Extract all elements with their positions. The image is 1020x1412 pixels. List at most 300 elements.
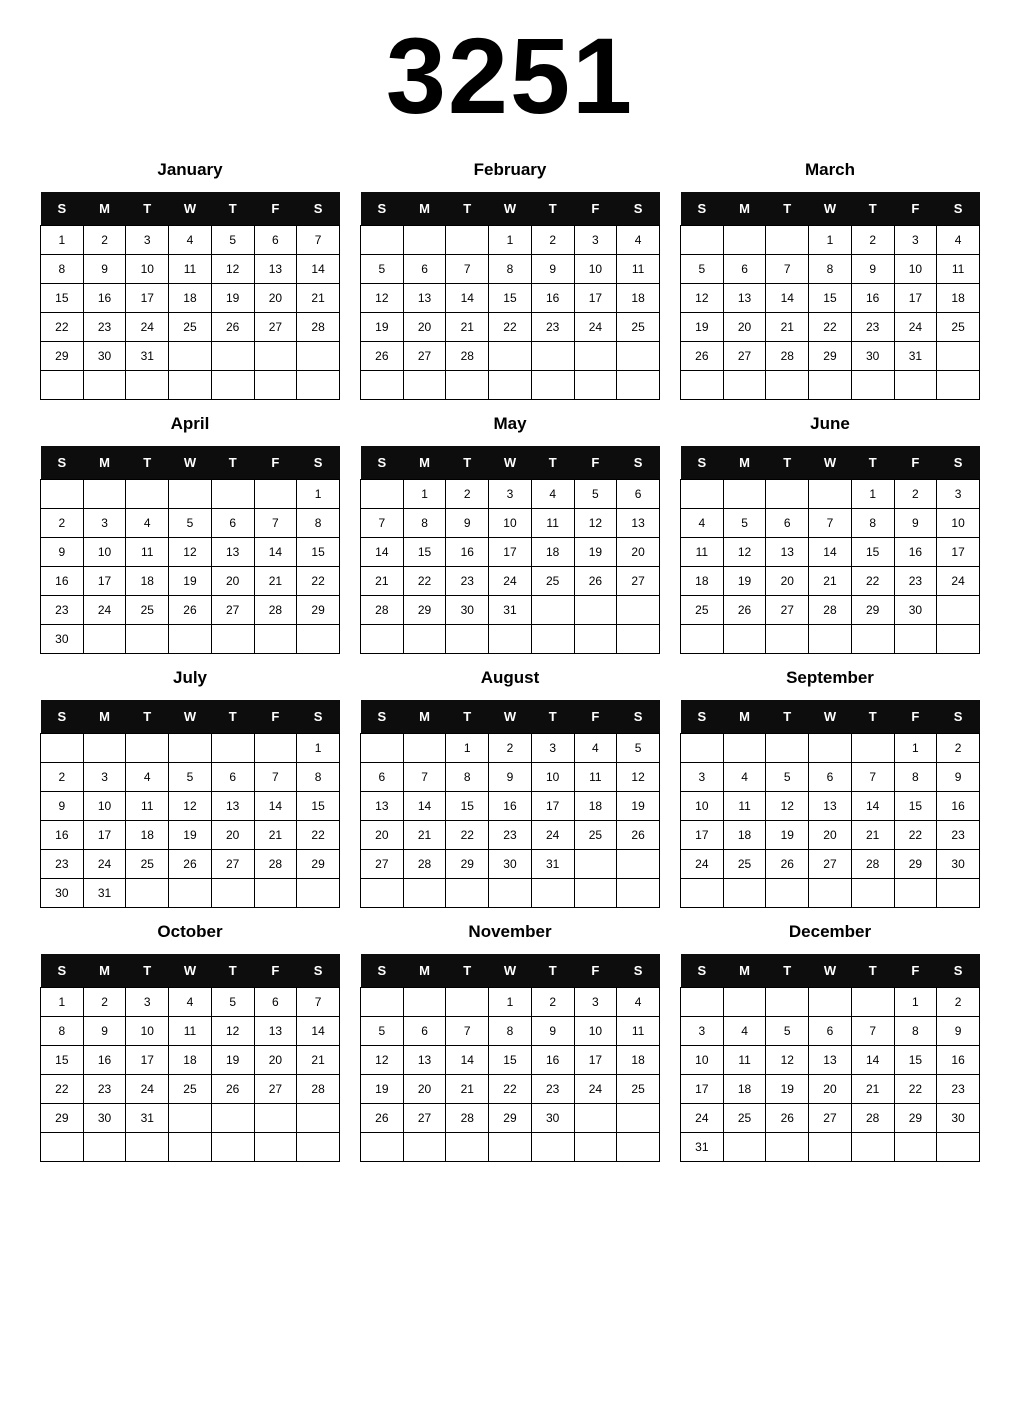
- day-cell[interactable]: 5: [169, 509, 212, 538]
- day-cell[interactable]: 24: [126, 1075, 169, 1104]
- day-cell[interactable]: 29: [809, 342, 852, 371]
- day-cell[interactable]: 30: [83, 342, 126, 371]
- day-cell[interactable]: 30: [446, 596, 489, 625]
- day-cell[interactable]: 17: [681, 1075, 724, 1104]
- day-cell[interactable]: 21: [766, 313, 809, 342]
- day-cell[interactable]: 27: [361, 850, 404, 879]
- day-cell[interactable]: 17: [937, 538, 980, 567]
- day-cell[interactable]: 9: [41, 792, 84, 821]
- day-cell[interactable]: 11: [574, 763, 617, 792]
- day-cell[interactable]: 4: [574, 734, 617, 763]
- day-cell[interactable]: 16: [937, 1046, 980, 1075]
- day-cell[interactable]: 2: [41, 509, 84, 538]
- day-cell[interactable]: 12: [361, 1046, 404, 1075]
- day-cell[interactable]: 17: [574, 1046, 617, 1075]
- day-cell[interactable]: 7: [766, 255, 809, 284]
- day-cell[interactable]: 17: [574, 284, 617, 313]
- day-cell[interactable]: 31: [126, 342, 169, 371]
- day-cell[interactable]: 24: [681, 1104, 724, 1133]
- day-cell[interactable]: 5: [169, 763, 212, 792]
- day-cell[interactable]: 4: [723, 1017, 766, 1046]
- day-cell[interactable]: 1: [489, 226, 532, 255]
- day-cell[interactable]: 18: [531, 538, 574, 567]
- day-cell[interactable]: 8: [297, 509, 340, 538]
- day-cell[interactable]: 21: [403, 821, 446, 850]
- day-cell[interactable]: 5: [617, 734, 660, 763]
- day-cell[interactable]: 28: [851, 1104, 894, 1133]
- day-cell[interactable]: 12: [681, 284, 724, 313]
- day-cell[interactable]: 16: [851, 284, 894, 313]
- day-cell[interactable]: 29: [489, 1104, 532, 1133]
- day-cell[interactable]: 1: [446, 734, 489, 763]
- day-cell[interactable]: 27: [254, 313, 297, 342]
- day-cell[interactable]: 24: [531, 821, 574, 850]
- day-cell[interactable]: 14: [403, 792, 446, 821]
- day-cell[interactable]: 11: [531, 509, 574, 538]
- day-cell[interactable]: 25: [723, 850, 766, 879]
- day-cell[interactable]: 8: [894, 1017, 937, 1046]
- day-cell[interactable]: 26: [766, 850, 809, 879]
- day-cell[interactable]: 12: [169, 792, 212, 821]
- day-cell[interactable]: 9: [531, 1017, 574, 1046]
- day-cell[interactable]: 6: [766, 509, 809, 538]
- day-cell[interactable]: 6: [403, 1017, 446, 1046]
- day-cell[interactable]: 19: [681, 313, 724, 342]
- day-cell[interactable]: 25: [937, 313, 980, 342]
- day-cell[interactable]: 13: [254, 255, 297, 284]
- day-cell[interactable]: 11: [169, 1017, 212, 1046]
- day-cell[interactable]: 6: [254, 988, 297, 1017]
- day-cell[interactable]: 20: [211, 567, 254, 596]
- day-cell[interactable]: 3: [894, 226, 937, 255]
- day-cell[interactable]: 12: [766, 1046, 809, 1075]
- day-cell[interactable]: 4: [169, 226, 212, 255]
- day-cell[interactable]: 1: [809, 226, 852, 255]
- day-cell[interactable]: 24: [489, 567, 532, 596]
- day-cell[interactable]: 15: [41, 1046, 84, 1075]
- day-cell[interactable]: 6: [211, 509, 254, 538]
- day-cell[interactable]: 6: [403, 255, 446, 284]
- day-cell[interactable]: 22: [489, 1075, 532, 1104]
- day-cell[interactable]: 11: [126, 538, 169, 567]
- day-cell[interactable]: 31: [894, 342, 937, 371]
- day-cell[interactable]: 24: [681, 850, 724, 879]
- day-cell[interactable]: 2: [937, 988, 980, 1017]
- day-cell[interactable]: 3: [531, 734, 574, 763]
- day-cell[interactable]: 29: [297, 850, 340, 879]
- day-cell[interactable]: 30: [41, 879, 84, 908]
- day-cell[interactable]: 25: [169, 313, 212, 342]
- day-cell[interactable]: 19: [723, 567, 766, 596]
- day-cell[interactable]: 10: [681, 1046, 724, 1075]
- day-cell[interactable]: 6: [617, 480, 660, 509]
- day-cell[interactable]: 19: [766, 821, 809, 850]
- day-cell[interactable]: 11: [126, 792, 169, 821]
- day-cell[interactable]: 19: [617, 792, 660, 821]
- day-cell[interactable]: 22: [894, 1075, 937, 1104]
- day-cell[interactable]: 24: [937, 567, 980, 596]
- day-cell[interactable]: 23: [851, 313, 894, 342]
- day-cell[interactable]: 6: [809, 1017, 852, 1046]
- day-cell[interactable]: 3: [574, 226, 617, 255]
- day-cell[interactable]: 9: [531, 255, 574, 284]
- day-cell[interactable]: 23: [937, 821, 980, 850]
- day-cell[interactable]: 12: [211, 1017, 254, 1046]
- day-cell[interactable]: 15: [41, 284, 84, 313]
- day-cell[interactable]: 22: [446, 821, 489, 850]
- day-cell[interactable]: 10: [681, 792, 724, 821]
- day-cell[interactable]: 16: [83, 284, 126, 313]
- day-cell[interactable]: 6: [809, 763, 852, 792]
- day-cell[interactable]: 19: [574, 538, 617, 567]
- day-cell[interactable]: 27: [766, 596, 809, 625]
- day-cell[interactable]: 13: [809, 1046, 852, 1075]
- day-cell[interactable]: 28: [446, 1104, 489, 1133]
- day-cell[interactable]: 15: [297, 538, 340, 567]
- day-cell[interactable]: 16: [531, 1046, 574, 1075]
- day-cell[interactable]: 30: [531, 1104, 574, 1133]
- day-cell[interactable]: 3: [681, 1017, 724, 1046]
- day-cell[interactable]: 21: [361, 567, 404, 596]
- day-cell[interactable]: 2: [531, 226, 574, 255]
- day-cell[interactable]: 10: [574, 255, 617, 284]
- day-cell[interactable]: 27: [211, 850, 254, 879]
- day-cell[interactable]: 31: [531, 850, 574, 879]
- day-cell[interactable]: 26: [723, 596, 766, 625]
- day-cell[interactable]: 19: [169, 567, 212, 596]
- day-cell[interactable]: 10: [83, 538, 126, 567]
- day-cell[interactable]: 9: [83, 255, 126, 284]
- day-cell[interactable]: 5: [681, 255, 724, 284]
- day-cell[interactable]: 15: [297, 792, 340, 821]
- day-cell[interactable]: 11: [617, 255, 660, 284]
- day-cell[interactable]: 21: [254, 567, 297, 596]
- day-cell[interactable]: 1: [297, 480, 340, 509]
- day-cell[interactable]: 16: [531, 284, 574, 313]
- day-cell[interactable]: 27: [809, 1104, 852, 1133]
- day-cell[interactable]: 28: [766, 342, 809, 371]
- day-cell[interactable]: 2: [894, 480, 937, 509]
- day-cell[interactable]: 26: [211, 1075, 254, 1104]
- day-cell[interactable]: 25: [574, 821, 617, 850]
- day-cell[interactable]: 27: [211, 596, 254, 625]
- day-cell[interactable]: 20: [403, 313, 446, 342]
- day-cell[interactable]: 18: [169, 1046, 212, 1075]
- day-cell[interactable]: 30: [41, 625, 84, 654]
- day-cell[interactable]: 20: [254, 284, 297, 313]
- day-cell[interactable]: 23: [41, 850, 84, 879]
- day-cell[interactable]: 15: [489, 284, 532, 313]
- day-cell[interactable]: 6: [254, 226, 297, 255]
- day-cell[interactable]: 9: [446, 509, 489, 538]
- day-cell[interactable]: 8: [894, 763, 937, 792]
- day-cell[interactable]: 9: [489, 763, 532, 792]
- day-cell[interactable]: 28: [403, 850, 446, 879]
- day-cell[interactable]: 12: [169, 538, 212, 567]
- day-cell[interactable]: 5: [766, 763, 809, 792]
- day-cell[interactable]: 28: [809, 596, 852, 625]
- day-cell[interactable]: 7: [446, 255, 489, 284]
- day-cell[interactable]: 4: [681, 509, 724, 538]
- day-cell[interactable]: 31: [83, 879, 126, 908]
- day-cell[interactable]: 11: [723, 792, 766, 821]
- day-cell[interactable]: 4: [126, 763, 169, 792]
- day-cell[interactable]: 28: [446, 342, 489, 371]
- day-cell[interactable]: 10: [531, 763, 574, 792]
- day-cell[interactable]: 11: [681, 538, 724, 567]
- day-cell[interactable]: 23: [531, 313, 574, 342]
- day-cell[interactable]: 18: [574, 792, 617, 821]
- day-cell[interactable]: 13: [211, 792, 254, 821]
- day-cell[interactable]: 4: [723, 763, 766, 792]
- day-cell[interactable]: 26: [169, 596, 212, 625]
- day-cell[interactable]: 21: [297, 284, 340, 313]
- day-cell[interactable]: 28: [297, 313, 340, 342]
- day-cell[interactable]: 24: [83, 596, 126, 625]
- day-cell[interactable]: 4: [617, 226, 660, 255]
- day-cell[interactable]: 25: [723, 1104, 766, 1133]
- day-cell[interactable]: 2: [83, 226, 126, 255]
- day-cell[interactable]: 2: [489, 734, 532, 763]
- day-cell[interactable]: 30: [937, 1104, 980, 1133]
- day-cell[interactable]: 29: [297, 596, 340, 625]
- day-cell[interactable]: 5: [574, 480, 617, 509]
- day-cell[interactable]: 2: [531, 988, 574, 1017]
- day-cell[interactable]: 20: [211, 821, 254, 850]
- day-cell[interactable]: 16: [41, 821, 84, 850]
- day-cell[interactable]: 7: [446, 1017, 489, 1046]
- day-cell[interactable]: 19: [169, 821, 212, 850]
- day-cell[interactable]: 20: [403, 1075, 446, 1104]
- day-cell[interactable]: 28: [254, 850, 297, 879]
- day-cell[interactable]: 26: [361, 342, 404, 371]
- day-cell[interactable]: 13: [766, 538, 809, 567]
- day-cell[interactable]: 31: [681, 1133, 724, 1162]
- day-cell[interactable]: 1: [297, 734, 340, 763]
- day-cell[interactable]: 1: [894, 734, 937, 763]
- day-cell[interactable]: 7: [851, 763, 894, 792]
- day-cell[interactable]: 18: [126, 567, 169, 596]
- day-cell[interactable]: 1: [894, 988, 937, 1017]
- day-cell[interactable]: 11: [723, 1046, 766, 1075]
- day-cell[interactable]: 24: [83, 850, 126, 879]
- day-cell[interactable]: 3: [574, 988, 617, 1017]
- day-cell[interactable]: 14: [766, 284, 809, 313]
- day-cell[interactable]: 11: [169, 255, 212, 284]
- day-cell[interactable]: 15: [403, 538, 446, 567]
- day-cell[interactable]: 15: [894, 792, 937, 821]
- day-cell[interactable]: 23: [446, 567, 489, 596]
- day-cell[interactable]: 19: [766, 1075, 809, 1104]
- day-cell[interactable]: 28: [254, 596, 297, 625]
- day-cell[interactable]: 30: [83, 1104, 126, 1133]
- day-cell[interactable]: 13: [211, 538, 254, 567]
- day-cell[interactable]: 18: [617, 284, 660, 313]
- day-cell[interactable]: 18: [126, 821, 169, 850]
- day-cell[interactable]: 13: [723, 284, 766, 313]
- day-cell[interactable]: 28: [851, 850, 894, 879]
- day-cell[interactable]: 1: [41, 988, 84, 1017]
- day-cell[interactable]: 13: [361, 792, 404, 821]
- day-cell[interactable]: 19: [211, 1046, 254, 1075]
- day-cell[interactable]: 18: [723, 821, 766, 850]
- day-cell[interactable]: 3: [489, 480, 532, 509]
- day-cell[interactable]: 4: [126, 509, 169, 538]
- day-cell[interactable]: 18: [937, 284, 980, 313]
- day-cell[interactable]: 7: [809, 509, 852, 538]
- day-cell[interactable]: 1: [41, 226, 84, 255]
- day-cell[interactable]: 4: [531, 480, 574, 509]
- day-cell[interactable]: 14: [297, 1017, 340, 1046]
- day-cell[interactable]: 30: [894, 596, 937, 625]
- day-cell[interactable]: 30: [489, 850, 532, 879]
- day-cell[interactable]: 8: [297, 763, 340, 792]
- day-cell[interactable]: 12: [211, 255, 254, 284]
- day-cell[interactable]: 27: [617, 567, 660, 596]
- day-cell[interactable]: 22: [41, 1075, 84, 1104]
- day-cell[interactable]: 29: [851, 596, 894, 625]
- day-cell[interactable]: 17: [531, 792, 574, 821]
- day-cell[interactable]: 14: [254, 792, 297, 821]
- day-cell[interactable]: 14: [446, 284, 489, 313]
- day-cell[interactable]: 22: [41, 313, 84, 342]
- day-cell[interactable]: 21: [851, 821, 894, 850]
- day-cell[interactable]: 10: [937, 509, 980, 538]
- day-cell[interactable]: 24: [894, 313, 937, 342]
- day-cell[interactable]: 9: [894, 509, 937, 538]
- day-cell[interactable]: 2: [937, 734, 980, 763]
- day-cell[interactable]: 9: [41, 538, 84, 567]
- day-cell[interactable]: 3: [83, 763, 126, 792]
- day-cell[interactable]: 19: [211, 284, 254, 313]
- day-cell[interactable]: 2: [446, 480, 489, 509]
- day-cell[interactable]: 7: [403, 763, 446, 792]
- day-cell[interactable]: 12: [574, 509, 617, 538]
- day-cell[interactable]: 8: [403, 509, 446, 538]
- day-cell[interactable]: 22: [809, 313, 852, 342]
- day-cell[interactable]: 15: [809, 284, 852, 313]
- day-cell[interactable]: 31: [489, 596, 532, 625]
- day-cell[interactable]: 22: [297, 821, 340, 850]
- day-cell[interactable]: 20: [254, 1046, 297, 1075]
- day-cell[interactable]: 8: [489, 1017, 532, 1046]
- day-cell[interactable]: 28: [361, 596, 404, 625]
- day-cell[interactable]: 5: [723, 509, 766, 538]
- day-cell[interactable]: 24: [574, 1075, 617, 1104]
- day-cell[interactable]: 5: [766, 1017, 809, 1046]
- day-cell[interactable]: 7: [851, 1017, 894, 1046]
- day-cell[interactable]: 20: [766, 567, 809, 596]
- day-cell[interactable]: 18: [723, 1075, 766, 1104]
- day-cell[interactable]: 4: [937, 226, 980, 255]
- day-cell[interactable]: 23: [83, 313, 126, 342]
- day-cell[interactable]: 29: [41, 342, 84, 371]
- day-cell[interactable]: 20: [723, 313, 766, 342]
- day-cell[interactable]: 14: [361, 538, 404, 567]
- day-cell[interactable]: 26: [169, 850, 212, 879]
- day-cell[interactable]: 22: [403, 567, 446, 596]
- day-cell[interactable]: 21: [446, 1075, 489, 1104]
- day-cell[interactable]: 22: [894, 821, 937, 850]
- day-cell[interactable]: 26: [766, 1104, 809, 1133]
- day-cell[interactable]: 12: [617, 763, 660, 792]
- day-cell[interactable]: 13: [403, 1046, 446, 1075]
- day-cell[interactable]: 24: [126, 313, 169, 342]
- day-cell[interactable]: 3: [937, 480, 980, 509]
- day-cell[interactable]: 19: [361, 313, 404, 342]
- day-cell[interactable]: 21: [809, 567, 852, 596]
- day-cell[interactable]: 4: [617, 988, 660, 1017]
- day-cell[interactable]: 10: [894, 255, 937, 284]
- day-cell[interactable]: 8: [851, 509, 894, 538]
- day-cell[interactable]: 20: [617, 538, 660, 567]
- day-cell[interactable]: 6: [211, 763, 254, 792]
- day-cell[interactable]: 22: [297, 567, 340, 596]
- day-cell[interactable]: 15: [851, 538, 894, 567]
- day-cell[interactable]: 17: [126, 1046, 169, 1075]
- day-cell[interactable]: 23: [531, 1075, 574, 1104]
- day-cell[interactable]: 29: [403, 596, 446, 625]
- day-cell[interactable]: 26: [681, 342, 724, 371]
- day-cell[interactable]: 29: [41, 1104, 84, 1133]
- day-cell[interactable]: 3: [126, 988, 169, 1017]
- day-cell[interactable]: 27: [809, 850, 852, 879]
- day-cell[interactable]: 10: [574, 1017, 617, 1046]
- day-cell[interactable]: 22: [851, 567, 894, 596]
- day-cell[interactable]: 5: [211, 226, 254, 255]
- day-cell[interactable]: 18: [169, 284, 212, 313]
- day-cell[interactable]: 25: [169, 1075, 212, 1104]
- day-cell[interactable]: 23: [41, 596, 84, 625]
- day-cell[interactable]: 7: [254, 509, 297, 538]
- day-cell[interactable]: 15: [489, 1046, 532, 1075]
- day-cell[interactable]: 7: [361, 509, 404, 538]
- day-cell[interactable]: 16: [937, 792, 980, 821]
- day-cell[interactable]: 25: [617, 313, 660, 342]
- day-cell[interactable]: 21: [851, 1075, 894, 1104]
- day-cell[interactable]: 10: [126, 255, 169, 284]
- day-cell[interactable]: 7: [297, 226, 340, 255]
- day-cell[interactable]: 8: [809, 255, 852, 284]
- day-cell[interactable]: 5: [361, 1017, 404, 1046]
- day-cell[interactable]: 28: [297, 1075, 340, 1104]
- day-cell[interactable]: 13: [617, 509, 660, 538]
- day-cell[interactable]: 27: [403, 1104, 446, 1133]
- day-cell[interactable]: 9: [851, 255, 894, 284]
- day-cell[interactable]: 3: [126, 226, 169, 255]
- day-cell[interactable]: 14: [851, 1046, 894, 1075]
- day-cell[interactable]: 16: [83, 1046, 126, 1075]
- day-cell[interactable]: 26: [361, 1104, 404, 1133]
- day-cell[interactable]: 1: [851, 480, 894, 509]
- day-cell[interactable]: 1: [489, 988, 532, 1017]
- day-cell[interactable]: 10: [83, 792, 126, 821]
- day-cell[interactable]: 26: [211, 313, 254, 342]
- day-cell[interactable]: 2: [41, 763, 84, 792]
- day-cell[interactable]: 3: [83, 509, 126, 538]
- day-cell[interactable]: 15: [446, 792, 489, 821]
- day-cell[interactable]: 25: [681, 596, 724, 625]
- day-cell[interactable]: 30: [851, 342, 894, 371]
- day-cell[interactable]: 11: [617, 1017, 660, 1046]
- day-cell[interactable]: 2: [851, 226, 894, 255]
- day-cell[interactable]: 9: [937, 1017, 980, 1046]
- day-cell[interactable]: 6: [361, 763, 404, 792]
- day-cell[interactable]: 1: [403, 480, 446, 509]
- day-cell[interactable]: 13: [809, 792, 852, 821]
- day-cell[interactable]: 17: [489, 538, 532, 567]
- day-cell[interactable]: 14: [851, 792, 894, 821]
